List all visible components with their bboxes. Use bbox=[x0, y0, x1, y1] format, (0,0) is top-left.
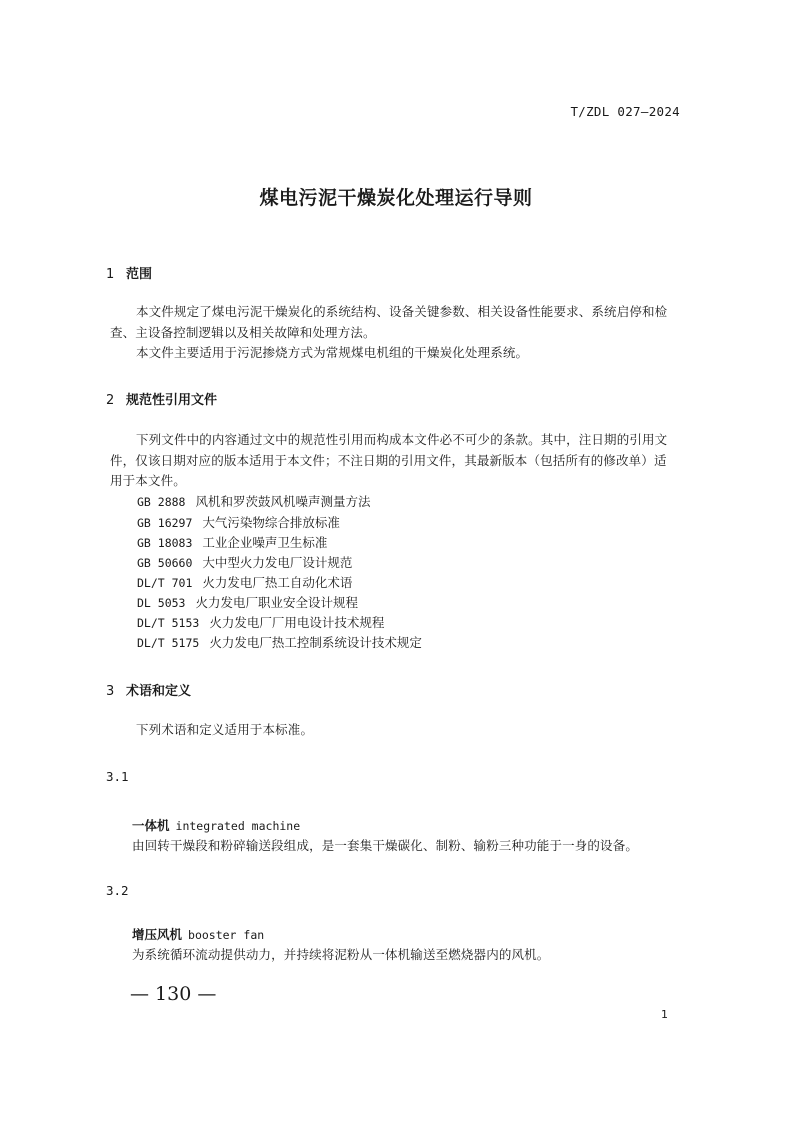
standard-code: T/ZDL 027—2024 bbox=[570, 104, 680, 119]
term-zh: 一体机 bbox=[132, 818, 170, 833]
clause-number: 3.1 bbox=[106, 769, 129, 784]
reference-code: GB 50660 bbox=[137, 556, 193, 570]
term-zh: 增压风机 bbox=[132, 927, 183, 942]
reference-title: 火力发电厂热工控制系统设计技术规定 bbox=[209, 635, 422, 650]
reference-code: GB 2888 bbox=[137, 495, 186, 509]
section-number: 2 bbox=[106, 393, 115, 408]
document-title: 煤电污泥干燥炭化处理运行导则 bbox=[259, 187, 533, 209]
reference-code: DL 5053 bbox=[137, 596, 186, 610]
reference-title: 火力发电厂热工自动化术语 bbox=[202, 575, 353, 590]
term-definition: 由回转干燥段和粉碎输送段组成，是一套集干燥碳化、制粉、输粉三种功能于一身的设备。 bbox=[132, 838, 639, 853]
section-title: 术语和定义 bbox=[126, 684, 192, 699]
reference-code: GB 18083 bbox=[137, 536, 193, 550]
reference-item bbox=[137, 573, 352, 591]
reference-code: DL/T 5175 bbox=[137, 636, 200, 650]
section-title: 规范性引用文件 bbox=[126, 393, 218, 408]
reference-code: DL/T 5153 bbox=[137, 616, 200, 630]
term-definition: 为系统循环流动提供动力，并持续将泥粉从一体机输送至燃烧器内的风机。 bbox=[132, 947, 550, 962]
section-number: 1 bbox=[106, 267, 115, 282]
term-heading bbox=[132, 925, 264, 943]
reference-title: 风机和罗茨鼓风机噪声测量方法 bbox=[195, 494, 371, 509]
reference-title: 大气污染物综合排放标准 bbox=[202, 515, 340, 530]
reference-item bbox=[137, 593, 358, 611]
reference-title: 大中型火力发电厂设计规范 bbox=[202, 555, 353, 570]
paragraph-references-intro: 下列文件中的内容通过文中的规范性引用而构成本文件必不可少的条款。其中，注日期的引用文件，仅该日期对应的版本适用于本文件；不注日期的引用文件，其最新版本（包括所有的修改单）适用于本文件。 bbox=[110, 432, 668, 488]
reference-code: GB 16297 bbox=[137, 516, 193, 530]
section-number: 3 bbox=[106, 684, 115, 699]
page-number: 1 bbox=[661, 1008, 668, 1021]
page-stamp: — 130 — bbox=[130, 983, 217, 1005]
paragraph-scope-1: 本文件规定了煤电污泥干燥炭化的系统结构、设备关键参数、相关设备性能要求、系统启停和检查、主设备控制逻辑以及相关故障和处理方法。 bbox=[110, 304, 668, 340]
section-heading-normative-references bbox=[106, 389, 217, 408]
reference-item bbox=[137, 492, 370, 510]
section-title: 范围 bbox=[126, 267, 153, 282]
section-heading-terms-definitions bbox=[106, 680, 191, 699]
reference-title: 火力发电厂厂用电设计技术规程 bbox=[209, 615, 385, 630]
reference-code: DL/T 701 bbox=[137, 576, 193, 590]
reference-item bbox=[137, 513, 340, 531]
reference-item bbox=[137, 533, 327, 551]
reference-item bbox=[137, 553, 352, 571]
reference-title: 工业企业噪声卫生标准 bbox=[202, 535, 328, 550]
section-heading-scope bbox=[106, 263, 152, 282]
term-heading bbox=[132, 816, 300, 834]
paragraph-scope-2: 本文件主要适用于污泥掺烧方式为常规煤电机组的干燥炭化处理系统。 bbox=[136, 345, 529, 360]
paragraph-terms-intro: 下列术语和定义适用于本标准。 bbox=[136, 722, 314, 737]
term-en: integrated machine bbox=[175, 819, 301, 833]
reference-item bbox=[137, 613, 384, 631]
reference-item bbox=[137, 633, 422, 651]
reference-title: 火力发电厂职业安全设计规程 bbox=[195, 595, 358, 610]
clause-number: 3.2 bbox=[106, 883, 129, 898]
term-en: booster fan bbox=[188, 928, 265, 942]
